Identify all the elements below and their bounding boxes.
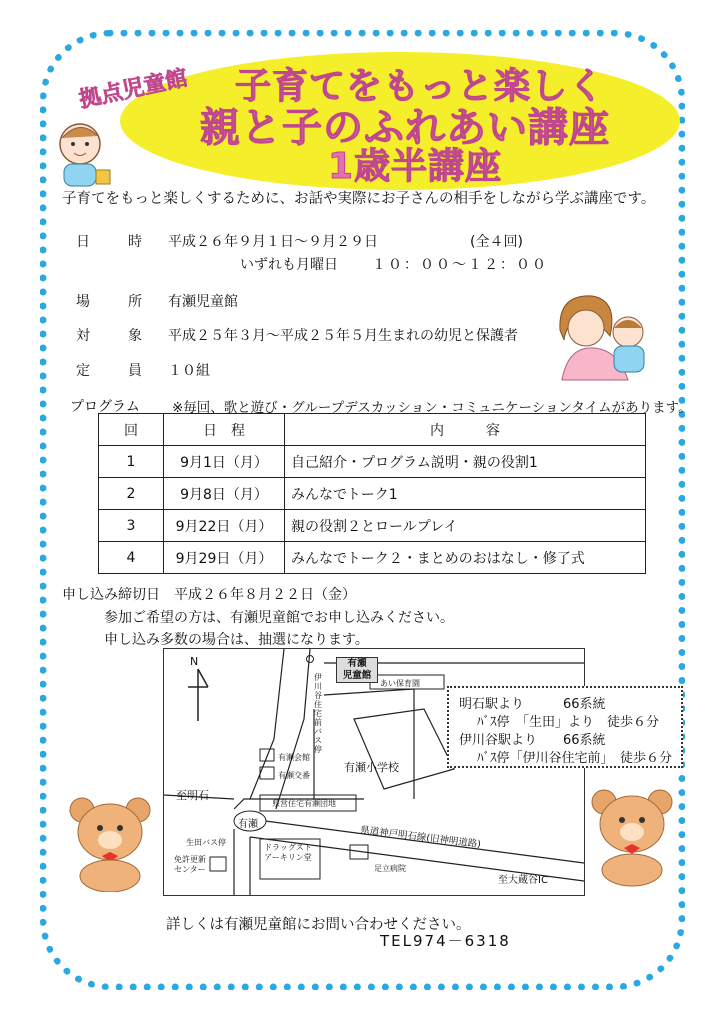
- application-line-2: 申し込み多数の場合は、抽選になります。: [104, 632, 369, 648]
- arise-label: 有瀬: [238, 819, 258, 830]
- row-content: 自己紹介・プログラム説明・親の役割1: [285, 446, 646, 478]
- table-row: [99, 510, 646, 542]
- access-line-1: 明石駅より 66系統: [459, 697, 606, 712]
- target-value: 平成２５年３月～平成２５年５月生まれの幼児と保護者: [168, 328, 518, 344]
- row-date: 9月22日（月）: [164, 510, 285, 542]
- date-time: １０：００～１２：００: [372, 257, 548, 273]
- target-label: 対 象: [76, 328, 154, 344]
- capacity-value: １０組: [168, 363, 210, 379]
- access-line-4: ﾊﾞｽ停「伊川谷住宅前」 徒歩６分: [477, 751, 673, 766]
- access-line-3: 伊川谷駅より 66系統: [459, 733, 606, 748]
- baby-illustration: [52, 120, 114, 192]
- tel-text: TEL974－6318: [380, 932, 511, 950]
- date-count: (全４回): [470, 234, 523, 250]
- table-header-row: [99, 414, 646, 446]
- teddy-bear-left-illustration: [64, 796, 156, 892]
- program-table: [98, 413, 646, 574]
- table-row: [99, 446, 646, 478]
- school-label: 有瀬小学校: [344, 761, 399, 774]
- access-line-2: ﾊﾞｽ停 「生田」より 徒歩６分: [477, 715, 660, 730]
- date-days: いずれも月曜日: [240, 257, 338, 273]
- facility-label: 有瀬 児童館: [336, 657, 378, 683]
- header-date: 日 程: [164, 414, 285, 446]
- row-no: 3: [99, 510, 164, 542]
- inquiry-text: 詳しくは有瀬児童館にお問い合わせください。: [166, 917, 471, 933]
- header-no: 回: [99, 414, 164, 446]
- to-ozoudani-label: 至大蔵谷IC: [498, 875, 548, 886]
- row-content: 親の役割２とロールプレイ: [285, 510, 646, 542]
- capacity-label: 定 員: [76, 363, 154, 379]
- route-label: 県道神戸明石線(旧神明道路): [359, 824, 482, 851]
- program-note: ※毎回、歌と遊び・グループデスカッション・コミュニケーションタイムがあります。: [172, 400, 692, 416]
- row-no: 2: [99, 478, 164, 510]
- ikuta-bus-label: 生田バス停: [186, 838, 226, 847]
- place-value: 有瀬児童館: [168, 294, 238, 310]
- teddy-bear-right-illustration: [586, 788, 678, 888]
- access-info-box: [447, 686, 683, 768]
- table-row: [99, 542, 646, 574]
- title-line-1: 子育てをもっと楽しく: [234, 66, 605, 107]
- mother-child-illustration: [548, 290, 668, 382]
- intro-text: 子育てをもっと楽しくするために、お話や実際にお子さんの相手をしながら学ぶ講座です。: [62, 191, 656, 207]
- place-label: 場 所: [76, 294, 154, 310]
- meeting-hall-label: 有瀬会館: [278, 753, 310, 762]
- program-label: プログラム: [70, 399, 140, 415]
- badge-text: 拠点児童館: [77, 65, 190, 114]
- nursery-label: あい保育園: [380, 679, 420, 688]
- deadline-text: 申し込み締切日 平成２６年８月２２日（金）: [62, 587, 356, 603]
- police-box-label: 有瀬交番: [278, 771, 310, 780]
- date-value: 平成２６年９月１日～９月２９日: [168, 234, 378, 250]
- row-date: 9月29日（月）: [164, 542, 285, 574]
- row-content: みんなでトーク1: [285, 478, 646, 510]
- row-date: 9月8日（月）: [164, 478, 285, 510]
- header-content: 内 容: [285, 414, 646, 446]
- row-date: 9月1日（月）: [164, 446, 285, 478]
- drugstore-label: ドラッグストアーキリン堂: [264, 843, 312, 862]
- clinic-label: 足立病院: [374, 864, 406, 873]
- license-center-label: 免許更新センター: [174, 855, 206, 874]
- date-label: 日 時: [76, 234, 154, 250]
- bus-stop-label: 伊川谷住宅前バス停: [314, 673, 322, 754]
- row-no: 1: [99, 446, 164, 478]
- title-line-3: 1歳半講座: [327, 146, 503, 187]
- title-line-2: 親と子のふれあい講座: [200, 105, 610, 151]
- housing-label: 県営住宅有瀬団地: [272, 799, 336, 808]
- north-label: N: [190, 655, 199, 668]
- to-akashi-label: 至明石: [176, 789, 209, 802]
- table-row: [99, 478, 646, 510]
- application-line-1: 参加ご希望の方は、有瀬児童館でお申し込みください。: [104, 610, 454, 626]
- row-content: みんなでトーク２・まとめのおはなし・修了式: [285, 542, 646, 574]
- row-no: 4: [99, 542, 164, 574]
